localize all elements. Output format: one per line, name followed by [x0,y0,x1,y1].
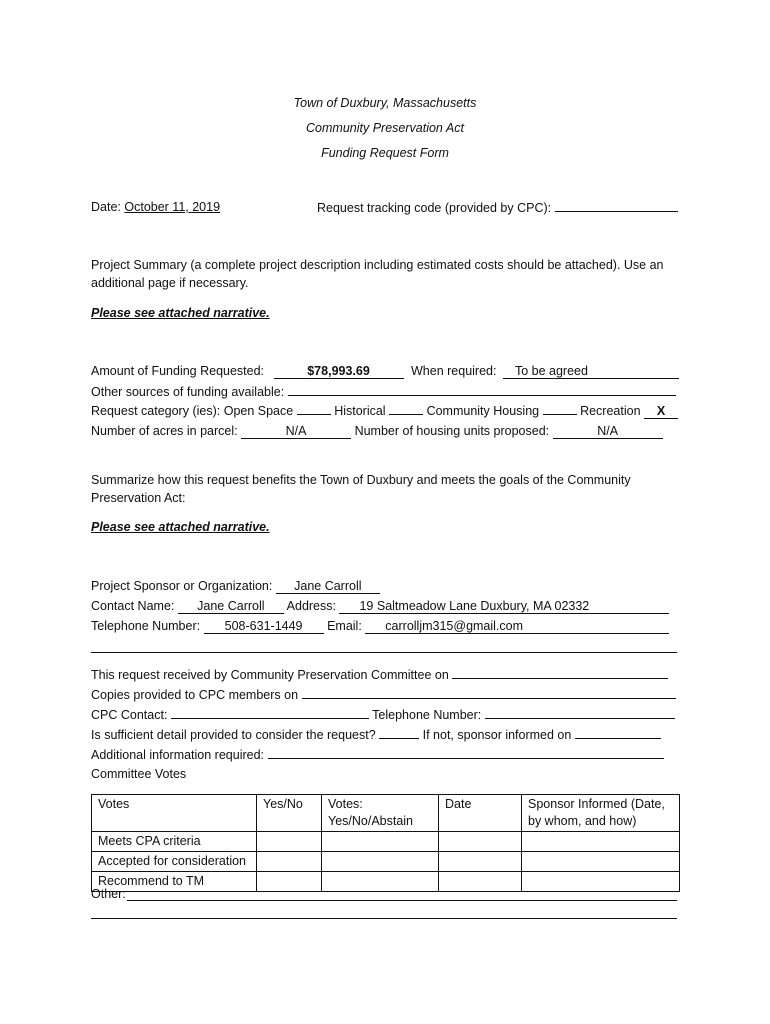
votes-table [91,794,680,892]
tracking-label: Request tracking code (provided by CPC): [317,201,552,215]
telephone-field[interactable]: 508-631-1449 [204,619,324,634]
date-value[interactable]: October 11, 2019 [124,200,221,214]
votes-header-abstain: Votes: Yes/No/Abstain [322,795,439,832]
contact-name-label: Contact Name: [91,599,175,613]
votes-cell[interactable] [257,872,322,892]
category-community-housing-field[interactable] [543,414,577,415]
additional-info-label: Additional information required: [91,748,265,762]
votes-row-label: Recommend to TM [92,872,257,892]
additional-info-field[interactable] [268,746,664,759]
copies-label: Copies provided to CPC members on [91,688,299,702]
copies-row [91,686,676,703]
votes-cell[interactable] [439,852,522,872]
cpc-contact-row [91,706,675,723]
sufficient-detail-field[interactable] [379,726,419,739]
date-row [91,199,220,215]
votes-cell[interactable] [522,872,680,892]
housing-units-label: Number of housing units proposed: [354,424,550,438]
category-recreation-label: Recreation [580,404,641,418]
sponsor-informed-label: If not, sponsor informed on [422,728,572,742]
cpc-contact-label: CPC Contact: [91,708,168,722]
sufficient-detail-label: Is sufficient detail provided to consider the request? [91,728,376,742]
votes-header-yes-no: Yes/No [257,795,322,832]
benefits-label: Summarize how this request benefits the Town of Duxbury and meets the goals of the Community Preservation Act: [91,473,631,505]
when-required-label: When required: [411,364,497,378]
votes-table-header-row [92,795,680,832]
address-value: 19 Saltmeadow Lane Duxbury, MA 02332 [359,599,590,613]
sponsor-row [91,578,380,594]
cpc-telephone-field[interactable] [485,706,675,719]
category-open-space-field[interactable] [297,414,331,415]
votes-row-label: Meets CPA criteria [92,832,257,852]
received-label: This request received by Community Preservation Committee on [91,668,449,682]
copies-date-field[interactable] [302,686,676,699]
divider-line [91,652,677,653]
form-header-town: Town of Duxbury, Massachusetts [293,96,477,110]
category-historical-field[interactable] [389,414,423,415]
votes-cell[interactable] [322,872,439,892]
project-summary-note: Please see attached narrative. [91,306,270,320]
housing-units-field[interactable]: N/A [553,424,663,439]
votes-cell[interactable] [439,832,522,852]
email-field[interactable] [365,619,669,634]
when-required-field[interactable] [503,364,679,379]
other-field[interactable] [127,900,677,901]
committee-votes-heading: Committee Votes [91,767,187,781]
email-value: carrolljm315@gmail.com [385,619,524,633]
date-label: Date: [91,200,121,214]
votes-header-votes: Votes [92,795,257,832]
table-row [92,872,680,892]
other-field-line-2[interactable] [91,918,677,919]
tracking-code-field[interactable] [555,199,678,212]
funding-amount-field[interactable]: $78,993.69 [274,364,404,379]
acres-label: Number of acres in parcel: [91,424,238,438]
cpc-contact-field[interactable] [171,706,369,719]
sponsor-informed-field[interactable] [575,726,661,739]
category-recreation-field[interactable]: X [644,404,678,419]
acres-field[interactable]: N/A [241,424,351,439]
received-row [91,666,668,683]
contact-name-field[interactable]: Jane Carroll [178,599,284,614]
telephone-label: Telephone Number: [91,619,201,633]
request-category-label: Request category (ies): [91,404,221,418]
email-label: Email: [327,619,362,633]
sponsor-label: Project Sponsor or Organization: [91,579,273,593]
form-title: Funding Request Form [321,146,449,160]
form-header-act: Community Preservation Act [306,121,464,135]
sponsor-field[interactable]: Jane Carroll [276,579,380,594]
category-community-housing-label: Community Housing [426,404,540,418]
votes-cell[interactable] [322,852,439,872]
tracking-row [317,199,678,216]
votes-cell[interactable] [439,872,522,892]
votes-header-sponsor-informed: Sponsor Informed (Date, by whom, and how) [522,795,680,832]
cpc-telephone-label: Telephone Number: [372,708,482,722]
votes-cell[interactable] [522,852,680,872]
votes-cell[interactable] [522,832,680,852]
votes-cell[interactable] [257,852,322,872]
when-required-value: To be agreed [514,364,588,378]
other-label: Other: [91,887,126,901]
table-row [92,852,680,872]
benefits-note: Please see attached narrative. [91,520,270,534]
votes-row-label: Accepted for consideration [92,852,257,872]
category-open-space-label: Open Space [223,404,294,418]
received-date-field[interactable] [452,666,668,679]
funding-amount-row [91,363,679,379]
acres-units-row [91,423,663,439]
other-sources-field[interactable] [288,383,676,396]
additional-info-row [91,746,664,763]
other-sources-row [91,383,676,400]
request-category-row [91,403,678,419]
votes-header-date: Date [439,795,522,832]
address-field[interactable] [339,599,669,614]
table-row [92,832,680,852]
contact-row [91,598,669,614]
category-historical-label: Historical [334,404,386,418]
address-label: Address: [286,599,336,613]
project-summary-label: Project Summary (a complete project description including estimated costs should be attached). Use an additional page if necessary. [91,258,664,290]
detail-row [91,726,661,743]
other-sources-label: Other sources of funding available: [91,385,285,399]
votes-cell[interactable] [322,832,439,852]
votes-cell[interactable] [257,832,322,852]
phone-email-row [91,618,669,634]
funding-amount-label: Amount of Funding Requested: [91,364,265,378]
